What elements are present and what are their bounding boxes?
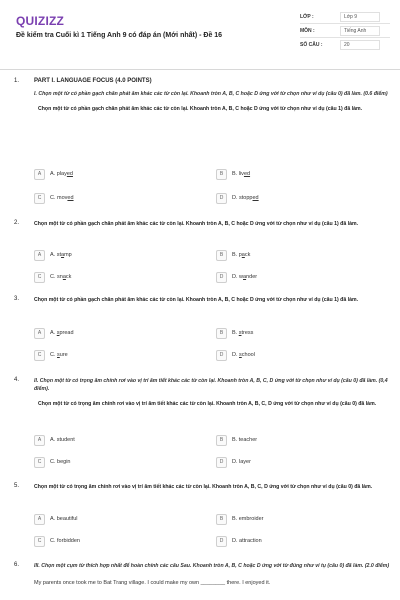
option-c[interactable] xyxy=(34,271,204,283)
option-d[interactable] xyxy=(216,192,386,204)
part-instruction: II. Chọn một từ có trọng âm chính rơi vào vị trí âm tiết khác các từ còn lại. Khoanh tròn A, B, C, D ứng với từ chọn như ví dụ (câu 0) đã làm. (0,4 điểm). xyxy=(34,378,388,392)
question-body xyxy=(34,483,390,491)
option-d[interactable] xyxy=(216,535,386,547)
option-letter: C xyxy=(34,272,45,283)
option-text: B. teacher xyxy=(232,437,258,443)
question-body xyxy=(34,220,390,228)
meta-row-subject xyxy=(300,24,390,38)
option-text: C. snack xyxy=(50,274,72,280)
option-b[interactable] xyxy=(216,168,386,180)
option-letter: A xyxy=(34,514,45,525)
option-a[interactable] xyxy=(34,327,204,339)
option-letter: B xyxy=(216,169,227,180)
option-letter: B xyxy=(216,514,227,525)
question-instruction: Chọn một từ có phần gạch chân phát âm khác các từ còn lại. Khoanh tròn A, B, C hoặc D ứng với từ chọn như ví dụ (câu 1) đã làm. xyxy=(34,297,359,303)
option-text: D. wander xyxy=(232,274,258,280)
question-number: 5. xyxy=(14,483,20,489)
option-a[interactable] xyxy=(34,513,204,525)
meta-value: Tiếng Anh xyxy=(340,26,380,36)
option-text: A. beautiful xyxy=(50,516,78,522)
option-text: B. pack xyxy=(232,252,251,258)
meta-row-count xyxy=(300,38,390,52)
part-instruction: III. Chọn một cụm từ thích hợp nhất để hoàn chỉnh các câu Sau. Khoanh tròn A, B, C hoặc D ứng với từ đúng như ví tụ (câu 0) đã làm. (2.0 điểm) xyxy=(34,563,390,569)
option-letter: B xyxy=(216,328,227,339)
meta-value: 20 xyxy=(340,40,380,50)
option-b[interactable] xyxy=(216,513,386,525)
meta-box xyxy=(300,10,390,52)
option-letter: D xyxy=(216,272,227,283)
option-text: D. stopped xyxy=(232,195,259,201)
option-letter: D xyxy=(216,457,227,468)
question-instruction: Chọn một từ có trọng âm chính rơi vào vị trí âm tiết khác các từ còn lại. Khoanh tròn A, B, C, D ứng với từ chọn như ví dụ (câu 0) đã làm. xyxy=(34,484,373,490)
option-a[interactable] xyxy=(34,168,204,180)
option-text: A. played xyxy=(50,171,73,177)
option-letter: D xyxy=(216,193,227,204)
option-letter: C xyxy=(34,350,45,361)
option-letter: D xyxy=(216,350,227,361)
option-text: A. spread xyxy=(50,330,74,336)
option-b[interactable] xyxy=(216,434,386,446)
question-body xyxy=(34,377,390,408)
question-number: 4. xyxy=(14,377,20,383)
option-d[interactable] xyxy=(216,349,386,361)
meta-label: LỚP : xyxy=(300,13,314,20)
option-text: D. attraction xyxy=(232,538,262,544)
question-number: 2. xyxy=(14,220,20,226)
option-letter: A xyxy=(34,328,45,339)
option-text: A. student xyxy=(50,437,75,443)
option-letter: C xyxy=(34,536,45,547)
option-letter: D xyxy=(216,536,227,547)
question-body xyxy=(34,562,390,586)
option-b[interactable] xyxy=(216,249,386,261)
option-letter: A xyxy=(34,435,45,446)
option-d[interactable] xyxy=(216,456,386,468)
option-text: D. school xyxy=(232,352,255,358)
option-text: C. begin xyxy=(50,459,71,465)
question-body xyxy=(34,296,390,304)
meta-row-class xyxy=(300,10,390,24)
option-text: B. embroider xyxy=(232,516,264,522)
option-text: B. stress xyxy=(232,330,254,336)
option-c[interactable] xyxy=(34,349,204,361)
option-text: C. moved xyxy=(50,195,74,201)
quizizz-logo: QUIZIZZ xyxy=(16,14,65,28)
option-b[interactable] xyxy=(216,327,386,339)
option-letter: C xyxy=(34,193,45,204)
part-instruction: I. Chọn một từ có phần gạch chân phát âm khác các từ còn lại. Khoanh tròn A, B, C hoặc D ứng với từ chọn như ví dụ (câu 0) đã làm. (0.6 điểm) xyxy=(34,91,388,97)
option-text: B. lived xyxy=(232,171,251,177)
question-instruction: Chọn một từ có phần gạch chân phát âm khác các từ còn lại. Khoanh tròn A, B, C hoặc D ứng với từ chọn như ví dụ (câu 1) đã làm. xyxy=(34,221,359,227)
option-letter: A xyxy=(34,250,45,261)
option-a[interactable] xyxy=(34,249,204,261)
option-text: D. layer xyxy=(232,459,251,465)
worksheet-header xyxy=(0,0,400,70)
question-instruction: Chọn một từ có trọng âm chính rơi vào vị trí âm tiết khác các từ còn lại. Khoanh tròn A, B, C, D ứng với từ chọn như ví dụ (câu 0) đã làm. xyxy=(38,401,377,407)
option-d[interactable] xyxy=(216,271,386,283)
question-number: 1. xyxy=(14,78,20,84)
option-text: C. forbidden xyxy=(50,538,80,544)
question-number: 6. xyxy=(14,562,20,568)
option-text: C. sure xyxy=(50,352,68,358)
part-title: PART I. LANGUAGE FOCUS (4.0 POINTS) xyxy=(34,78,152,84)
option-letter: C xyxy=(34,457,45,468)
option-c[interactable] xyxy=(34,535,204,547)
option-c[interactable] xyxy=(34,192,204,204)
question-body xyxy=(34,78,390,113)
question-instruction: Chọn một từ có phần gạch chân phát âm khác các từ còn lại. Khoanh tròn A, B, C hoặc D ứng với từ chọn như ví dụ (câu 1) đã làm. xyxy=(38,106,363,112)
option-letter: B xyxy=(216,435,227,446)
question-number: 3. xyxy=(14,296,20,302)
option-a[interactable] xyxy=(34,434,204,446)
document-title: Đề kiểm tra Cuối kì 1 Tiếng Anh 9 có đáp án (Mới nhất) - Đề 16 xyxy=(16,32,223,39)
meta-label: SỐ CÂU : xyxy=(300,42,323,48)
question-sentence: My parents once took me to Bat Trang village. I could make my own ________ there. I enjoyed it. xyxy=(34,580,271,586)
option-letter: B xyxy=(216,250,227,261)
option-letter: A xyxy=(34,169,45,180)
option-text: A. stamp xyxy=(50,252,72,258)
meta-value: Lớp 9 xyxy=(340,12,380,22)
option-c[interactable] xyxy=(34,456,204,468)
meta-label: MÔN : xyxy=(300,27,315,34)
